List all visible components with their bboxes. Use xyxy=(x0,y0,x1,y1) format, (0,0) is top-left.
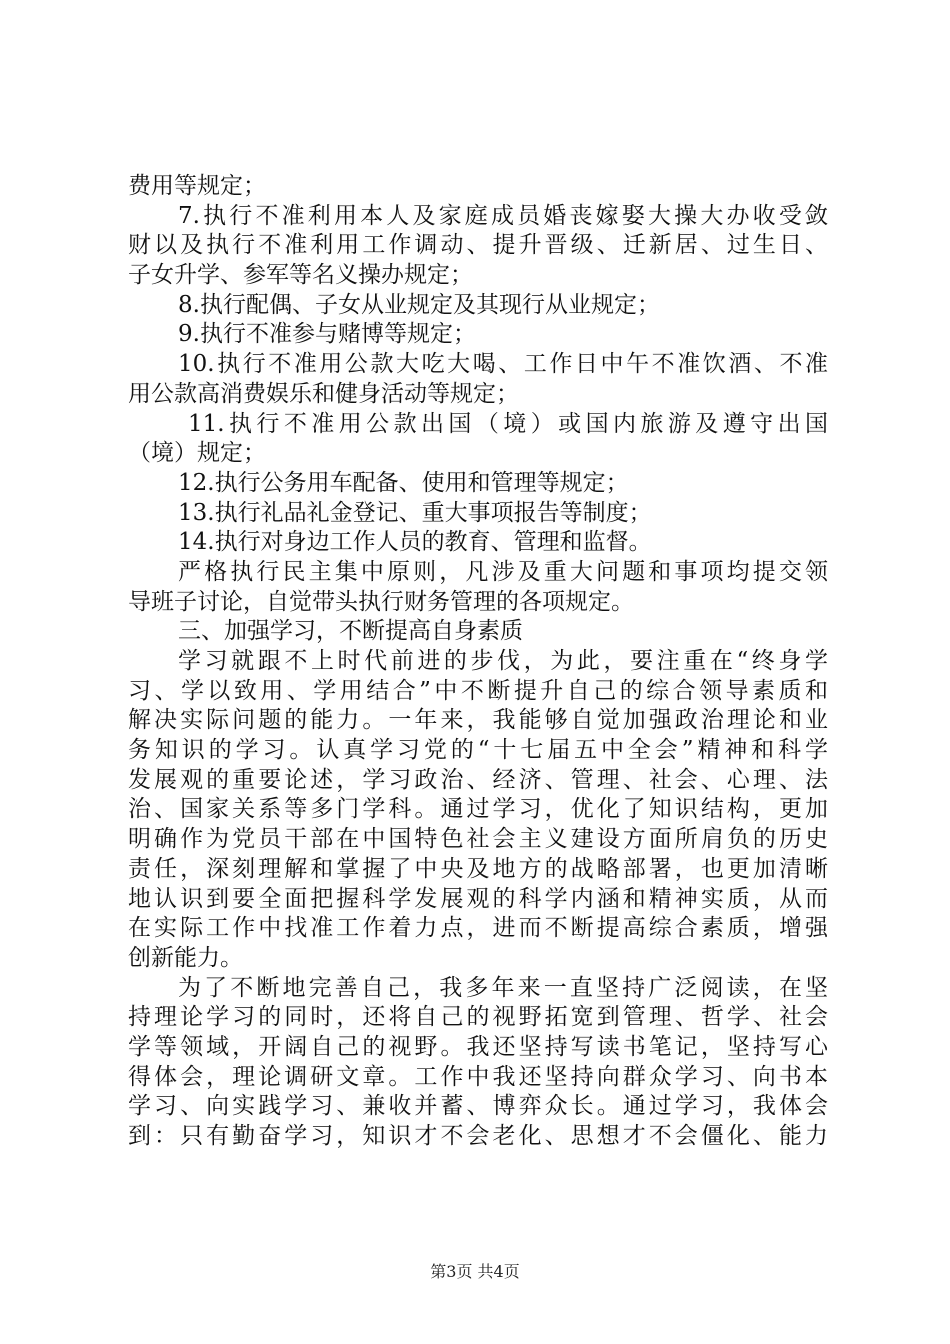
page-footer: 第3页 共4页 xyxy=(430,1262,520,1281)
text-line: 治、国家关系等多门学科。通过学习，优化了知识结构，更加 xyxy=(128,796,828,823)
text-line: 10.执行不准用公款大吃大喝、工作日中午不准饮酒、不准 xyxy=(178,351,828,378)
text-line: 在实际工作中找准工作着力点，进而不断提高综合素质，增强 xyxy=(128,915,828,942)
text-line: 持理论学习的同时，还将自己的视野拓宽到管理、哲学、社会 xyxy=(128,1004,828,1031)
text-line: 14.执行对身边工作人员的教育、管理和监督。 xyxy=(178,529,652,556)
text-line: 得体会，理论调研文章。工作中我还坚持向群众学习、向书本 xyxy=(128,1063,828,1090)
text-line: 明确作为党员干部在中国特色社会主义建设方面所肩负的历史 xyxy=(128,826,828,853)
text-line: 发展观的重要论述，学习政治、经济、管理、社会、心理、法 xyxy=(128,766,828,793)
text-line: 责任，深刻理解和掌握了中央及地方的战略部署，也更加清晰 xyxy=(128,855,828,882)
text-line: 三、加强学习，不断提高自身素质 xyxy=(178,618,523,645)
text-line: 到：只有勤奋学习，知识才不会老化、思想才不会僵化、能力 xyxy=(128,1123,828,1149)
text-line: 习、学以致用、学用结合”中不断提升自己的综合领导素质和 xyxy=(128,677,828,704)
text-line: （境）规定； xyxy=(128,440,266,467)
text-line: 为了不断地完善自己，我多年来一直坚持广泛阅读，在坚 xyxy=(178,974,828,1001)
text-line: 财以及执行不准利用工作调动、提升晋级、迁新居、过生日、 xyxy=(128,232,828,259)
text-line: 导班子讨论，自觉带头执行财务管理的各项规定。 xyxy=(128,588,634,615)
text-line: 8.执行配偶、子女从业规定及其现行从业规定； xyxy=(178,291,660,318)
text-line: 学习就跟不上时代前进的步伐，为此，要注重在“终身学 xyxy=(178,648,828,674)
text-line: 创新能力。 xyxy=(128,944,243,971)
text-line: 13.执行礼品礼金登记、重大事项报告等制度； xyxy=(178,499,652,526)
text-line: 学等领域，开阔自己的视野。我还坚持写读书笔记，坚持写心 xyxy=(128,1033,828,1060)
text-line: 子女升学、参军等名义操办规定； xyxy=(128,262,473,289)
text-line: 12.执行公务用车配备、使用和管理等规定； xyxy=(178,469,629,496)
text-line: 7.执行不准利用本人及家庭成员婚丧嫁娶大操大办收受敛 xyxy=(178,202,828,229)
text-line: 严格执行民主集中原则，凡涉及重大问题和事项均提交领 xyxy=(178,558,828,585)
text-line: 费用等规定； xyxy=(128,173,266,199)
text-line: 学习、向实践学习、兼收并蓄、博弈众长。通过学习，我体会 xyxy=(128,1093,828,1120)
text-line: 11.执行不准用公款出国（境）或国内旅游及遵守出国 xyxy=(188,410,828,437)
text-line: 9.执行不准参与赌博等规定； xyxy=(178,321,476,348)
text-line: 务知识的学习。认真学习党的“十七届五中全会”精神和科学 xyxy=(128,737,828,764)
document-body xyxy=(128,172,828,1152)
text-line: 地认识到要全面把握科学发展观的科学内涵和精神实质，从而 xyxy=(128,885,828,912)
text-line: 用公款高消费娱乐和健身活动等规定； xyxy=(128,380,519,407)
text-line: 解决实际问题的能力。一年来，我能够自觉加强政治理论和业 xyxy=(128,707,828,734)
